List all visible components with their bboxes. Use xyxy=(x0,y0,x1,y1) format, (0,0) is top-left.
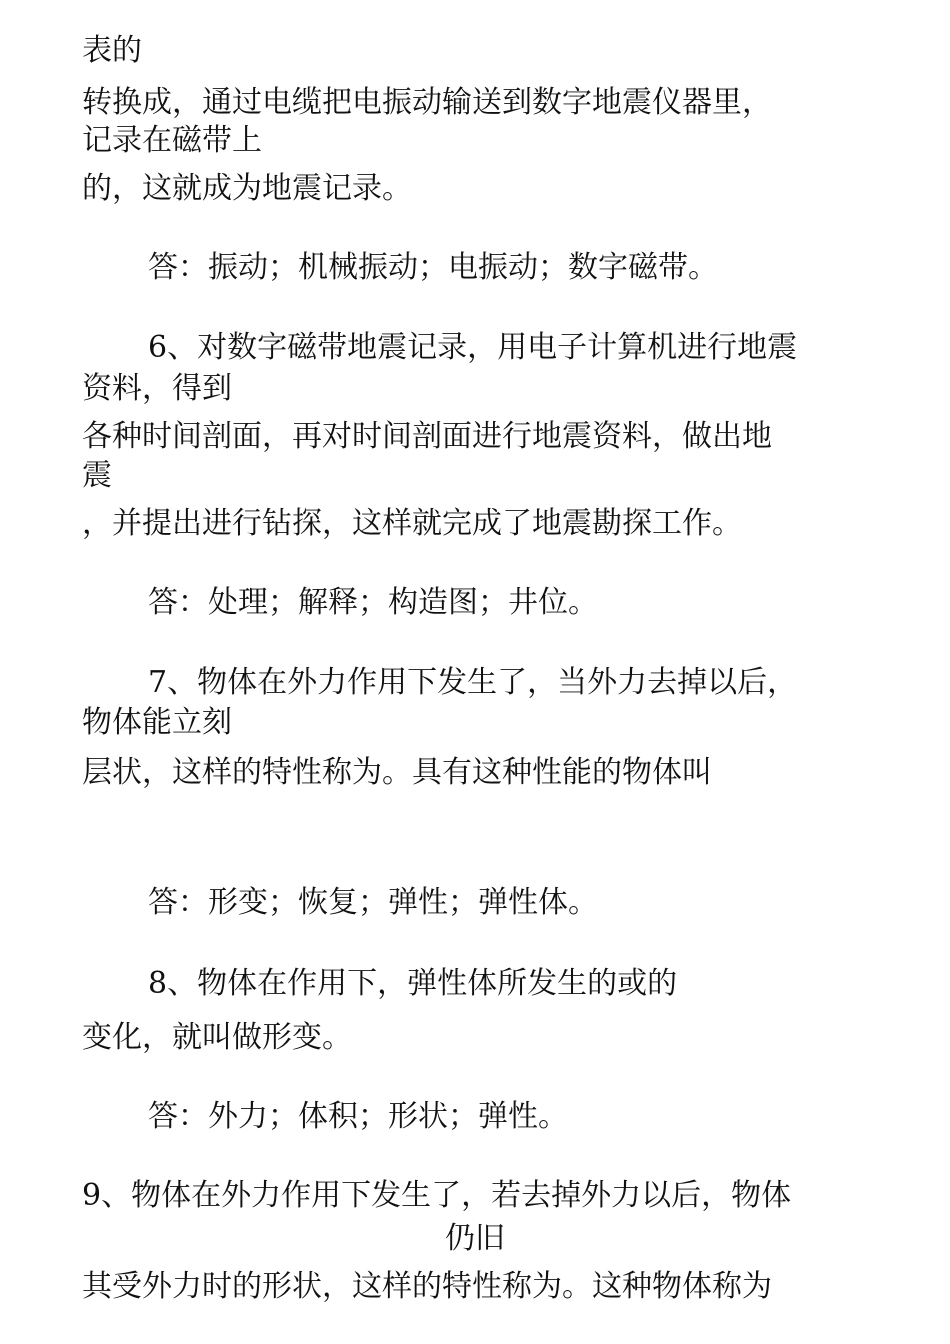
text-line: 物体能立刻 xyxy=(82,705,232,740)
text-line: 仍旧 xyxy=(445,1221,505,1256)
answer-line: 答：形变；恢复；弹性；弹性体。 xyxy=(148,885,598,920)
text-line: 其受外力时的形状，这样的特性称为。这种物体称为 xyxy=(82,1269,772,1304)
text-line: 变化，就叫做形变。 xyxy=(82,1020,352,1055)
text-line: ，并提出进行钻探，这样就完成了地震勘探工作。 xyxy=(82,506,742,541)
answer-line: 答：振动；机械振动；电振动；数字磁带。 xyxy=(148,250,718,285)
text-line: 记录在磁带上 xyxy=(82,123,262,158)
question-line: 6、对数字磁带地震记录，用电子计算机进行地震 xyxy=(148,330,798,365)
text-line: 转换成，通过电缆把电振动输送到数字地震仪器里， xyxy=(82,85,772,120)
question-line: 8、物体在作用下，弹性体所发生的或的 xyxy=(148,966,678,1001)
text-line: 的，这就成为地震记录。 xyxy=(82,171,412,206)
text-line: 震 xyxy=(82,458,112,493)
question-line: 9、物体在外力作用下发生了，若去掉外力以后，物体 xyxy=(82,1178,792,1213)
answer-line: 答：处理；解释；构造图；井位。 xyxy=(148,585,598,620)
text-line: 各种时间剖面，再对时间剖面进行地震资料，做出地 xyxy=(82,419,772,454)
answer-line: 答：外力；体积；形状；弹性。 xyxy=(148,1099,568,1134)
text-line: 资料，得到 xyxy=(82,371,232,406)
text-line: 层状，这样的特性称为。具有这种性能的物体叫 xyxy=(82,755,712,790)
text-line: 表的 xyxy=(82,33,142,68)
question-line: 7、物体在外力作用下发生了，当外力去掉以后， xyxy=(148,665,798,700)
